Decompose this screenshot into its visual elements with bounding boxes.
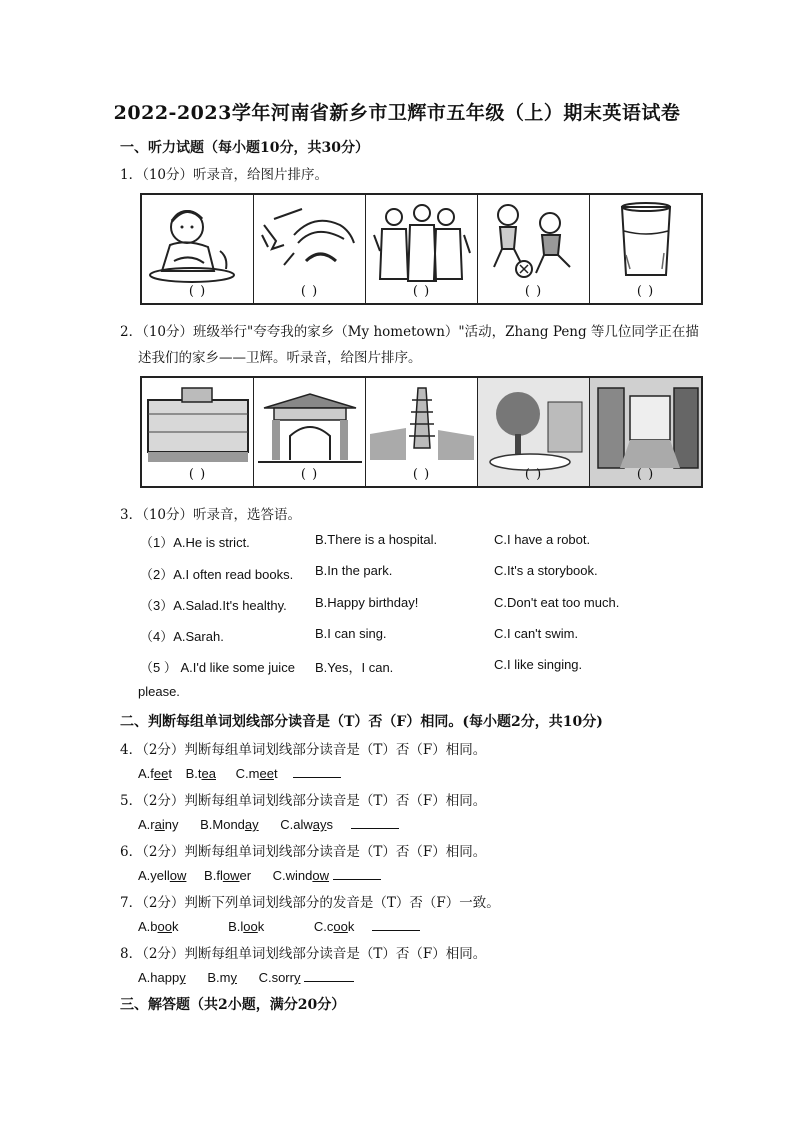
q1-picture-strip [140,193,703,305]
q2-answer-blank-1[interactable]: ( ) [188,467,207,482]
q1-answer-blank-3[interactable]: ( ) [412,284,431,299]
q2-answer-blank-2[interactable]: ( ) [300,467,319,482]
q6-options: A.yellow B.flower C.window [138,867,381,883]
question-7: 7．（2分）判断下列单词划线部分的发音是（T）否（F）一致。 [120,895,500,911]
q1-picture-1 [142,195,254,303]
q2-picture-4 [478,378,590,486]
q7-answer-blank[interactable] [372,918,420,931]
q2-answer-blank-5[interactable]: ( ) [636,467,655,482]
q3-5-option-a[interactable]: （5 ） A.I'd like some juice [140,660,295,675]
q2-picture-2 [254,378,366,486]
q2-answer-blank-4[interactable]: ( ) [524,467,543,482]
q3-3-option-c[interactable]: C.Don't eat too much. [494,595,620,610]
q4-options: A.feet B.tea C.meet [138,765,341,781]
q3-1-option-a[interactable]: （1）A.He is strict. [140,535,250,550]
q3-2-option-c[interactable]: C.It's a storybook. [494,563,598,578]
q1-picture-2 [254,195,366,303]
q3-2-option-b[interactable]: B.In the park. [315,563,393,578]
q3-2-option-a[interactable]: （2）A.I often read books. [140,567,294,582]
q1-answer-blank-1[interactable]: ( ) [188,284,207,299]
q7-options: A.book B.look C.cook [138,918,420,934]
section-1-heading: 一、听力试题（每小题10分，共30分） [120,140,369,156]
q1-picture-4 [478,195,590,303]
q6-answer-blank[interactable] [333,867,381,880]
q1-answer-blank-2[interactable]: ( ) [300,284,319,299]
q3-5-option-c[interactable]: C.I like singing. [494,657,583,672]
q1-answer-blank-5[interactable]: ( ) [636,284,655,299]
question-2-line-2: 述我们的家乡——卫辉。听录音，给图片排序。 [138,350,422,366]
section-3-heading: 三、解答题（共2小题，满分20分） [120,997,346,1013]
page-title: 2022-2023学年河南省新乡市卫辉市五年级（上）期末英语试卷 [113,102,681,124]
question-2-line-1: 2．（10分）班级举行"夸夸我的家乡（My hometown）"活动，Zhang Peng 等几位同学正在描 [120,324,699,340]
question-8: 8．（2分）判断每组单词划线部分读音是（T）否（F）相同。 [120,946,487,962]
q2-picture-3 [366,378,478,486]
q1-answer-blank-4[interactable]: ( ) [524,284,543,299]
question-3: 3．（10分）听录音，选答语。 [120,507,302,523]
q5-answer-blank[interactable] [351,816,399,829]
q3-4-option-a[interactable]: （4）A.Sarah. [140,629,224,644]
q3-1-option-c[interactable]: C.I have a robot. [494,532,591,547]
q2-answer-blank-3[interactable]: ( ) [412,467,431,482]
q1-picture-5 [590,195,701,303]
q5-options: A.rainy B.Monday C.always [138,816,399,832]
question-6: 6．（2分）判断每组单词划线部分读音是（T）否（F）相同。 [120,844,487,860]
question-1: 1．（10分）听录音，给图片排序。 [120,167,329,183]
question-4: 4．（2分）判断每组单词划线部分读音是（T）否（F）相同。 [120,742,487,758]
q3-1-option-b[interactable]: B.There is a hospital. [315,532,438,547]
q2-picture-5 [590,378,701,486]
q3-3-option-b[interactable]: B.Happy birthday! [315,595,419,610]
section-2-heading: 二、判断每组单词划线部分读音是（T）否（F）相同。(每小题2分，共10分) [120,714,603,730]
q1-picture-3 [366,195,478,303]
q3-5-option-b[interactable]: B.Yes，I can. [315,660,394,675]
q4-answer-blank[interactable] [293,765,341,778]
q8-options: A.happy B.my C.sorry [138,969,354,985]
q8-answer-blank[interactable] [304,969,354,982]
q2-picture-1 [142,378,254,486]
q3-4-option-c[interactable]: C.I can't swim. [494,626,579,641]
question-5: 5．（2分）判断每组单词划线部分读音是（T）否（F）相同。 [120,793,487,809]
q3-4-option-b[interactable]: B.I can sing. [315,626,387,641]
q3-3-option-a[interactable]: （3）A.Salad.It's healthy. [140,598,287,613]
q3-5-option-a-continued: please. [138,684,180,699]
q2-picture-strip [140,376,703,488]
